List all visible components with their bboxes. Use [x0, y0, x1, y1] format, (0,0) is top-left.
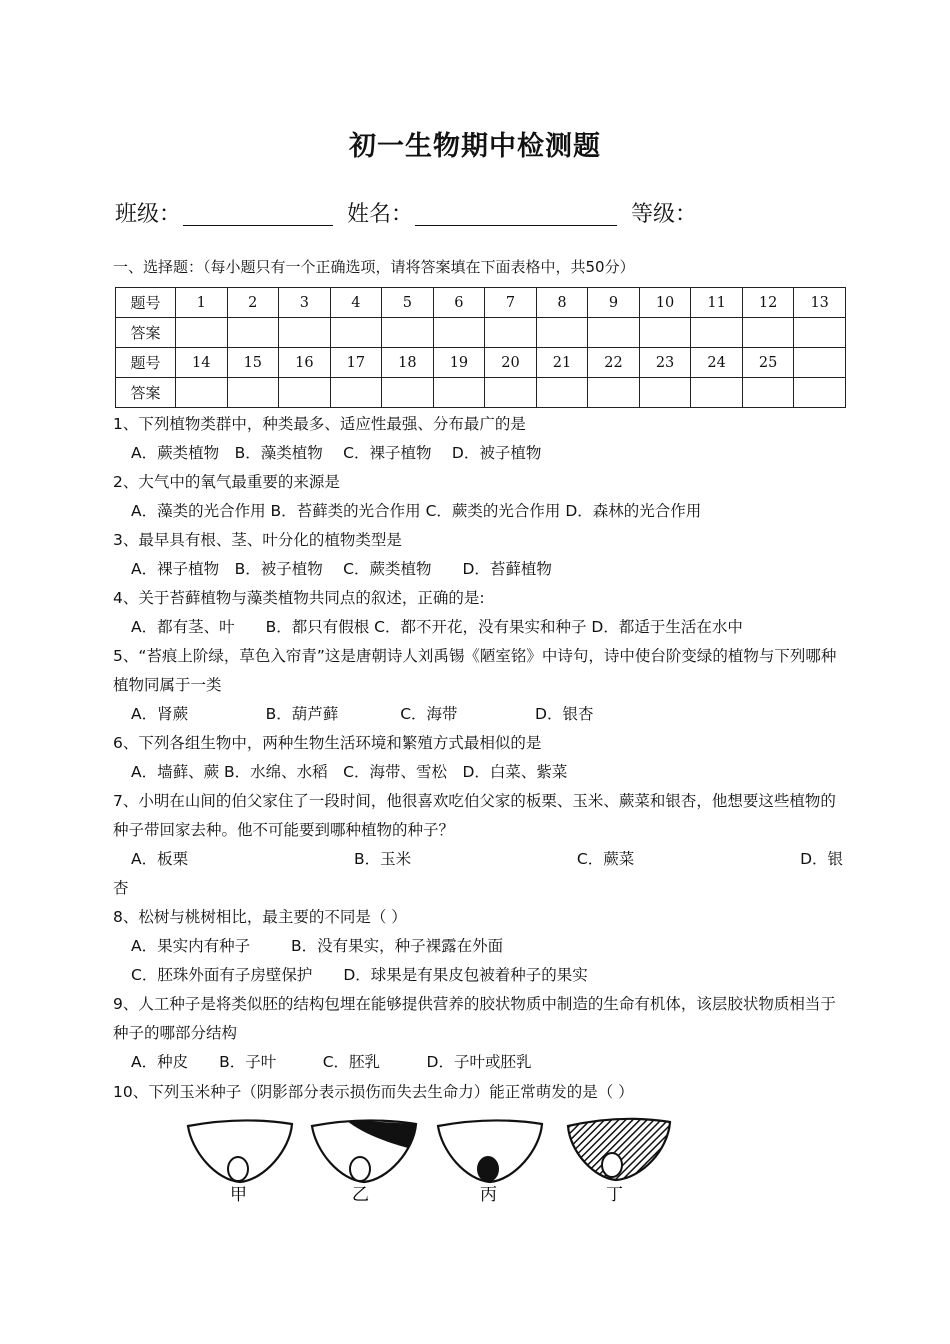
table-row-answers-2: [116, 378, 846, 408]
table-row-numbers-2: [116, 348, 846, 378]
table-cell: 24: [691, 348, 743, 378]
question-7-option-d-cont: 杏: [113, 879, 129, 897]
question-4: 4、关于苔藓植物与藻类植物共同点的叙述，正确的是:: [113, 589, 485, 607]
table-cell: 21: [536, 348, 588, 378]
seed-label-yi: 乙: [352, 1185, 369, 1204]
question-6-options: A．墙藓、蕨 B．水绵、水稻 C．海带、雪松 D．白菜、紫菜: [131, 763, 568, 781]
q7-option-c: C．蕨菜: [576, 850, 635, 868]
table-cell: 11: [691, 288, 743, 318]
answer-cell[interactable]: [433, 378, 485, 408]
question-8: 8、松树与桃树相比，最主要的不同是（ ）: [113, 908, 407, 926]
table-cell: 4: [330, 288, 382, 318]
table-cell: 7: [485, 288, 537, 318]
number-header: 题号: [116, 348, 176, 378]
student-info-row: [115, 197, 697, 228]
seed-bing: [438, 1120, 542, 1204]
table-cell: 10: [639, 288, 691, 318]
table-cell: [794, 348, 846, 378]
answer-cell[interactable]: [279, 318, 331, 348]
question-6: 6、下列各组生物中，两种生物生活环境和繁殖方式最相似的是: [113, 734, 542, 752]
table-cell: 14: [176, 348, 228, 378]
table-cell: 6: [433, 288, 485, 318]
question-8-options-1: A．果实内有种子 B．没有果实，种子裸露在外面: [131, 937, 504, 955]
question-8-options-2: C．胚珠外面有子房壁保护 D．球果是有果皮包被着种子的果实: [131, 966, 588, 984]
answer-cell[interactable]: [485, 378, 537, 408]
answer-cell[interactable]: [382, 318, 434, 348]
seed-ding: [568, 1119, 670, 1204]
seed-label-ding: 丁: [606, 1185, 623, 1204]
section-heading: 一、选择题：（每小题只有一个正确选项，请将答案填在下面表格中，共50分）: [113, 258, 635, 276]
answer-cell[interactable]: [639, 378, 691, 408]
question-9: 9、人工种子是将类似胚的结构包埋在能够提供营养的胶状物质中制造的生命有机体，该层胶状物质相当于种子的哪部分结构: [113, 995, 836, 1042]
page-title: 初一生物期中检测题: [349, 131, 601, 162]
question-7: 7、小明在山间的伯父家住了一段时间，他很喜欢吃伯父家的板栗、玉米、蕨菜和银杏，他想要这些植物的种子带回家去种。他不可能要到哪种植物的种子？: [113, 792, 836, 839]
answer-cell[interactable]: [691, 378, 743, 408]
answer-cell[interactable]: [794, 378, 846, 408]
question-10: 10、下列玉米种子（阴影部分表示损伤而失去生命力）能正常萌发的是（ ）: [113, 1083, 634, 1101]
answer-cell[interactable]: [279, 378, 331, 408]
table-cell: 18: [382, 348, 434, 378]
table-cell: 9: [588, 288, 640, 318]
table-cell: 2: [227, 288, 279, 318]
q7-option-a: A．板栗: [131, 850, 189, 868]
answer-table: [115, 287, 846, 408]
question-9-options: A．种皮 B．子叶 C．胚乳 D．子叶或胚乳: [131, 1053, 532, 1071]
answer-cell[interactable]: [433, 318, 485, 348]
answer-cell[interactable]: [176, 318, 228, 348]
table-cell: 16: [279, 348, 331, 378]
table-cell: 5: [382, 288, 434, 318]
table-cell: 15: [227, 348, 279, 378]
answer-cell[interactable]: [742, 318, 794, 348]
table-row-answers-1: [116, 318, 846, 348]
answer-header: 答案: [116, 378, 176, 408]
question-2: 2、大气中的氧气最重要的来源是: [113, 473, 340, 491]
question-3-options: A．裸子植物 B．被子植物 C．蕨类植物 D．苔藓植物: [131, 560, 552, 578]
seed-yi: [312, 1120, 416, 1204]
table-row-numbers-1: [116, 288, 846, 318]
answer-cell[interactable]: [536, 318, 588, 348]
seed-label-bing: 丙: [480, 1185, 497, 1204]
answer-cell[interactable]: [536, 378, 588, 408]
answer-cell[interactable]: [794, 318, 846, 348]
question-3: 3、最早具有根、茎、叶分化的植物类型是: [113, 531, 402, 549]
answer-cell[interactable]: [485, 318, 537, 348]
answer-cell[interactable]: [330, 318, 382, 348]
table-cell: 8: [536, 288, 588, 318]
table-cell: 25: [742, 348, 794, 378]
answer-cell[interactable]: [382, 378, 434, 408]
question-2-options: A．藻类的光合作用 B．苔藓类的光合作用 C．蕨类的光合作用 D．森林的光合作用: [131, 502, 702, 520]
answer-cell[interactable]: [227, 318, 279, 348]
class-blank[interactable]: [183, 201, 333, 226]
table-cell: 1: [176, 288, 228, 318]
answer-cell[interactable]: [588, 318, 640, 348]
answer-cell[interactable]: [588, 378, 640, 408]
table-cell: 3: [279, 288, 331, 318]
corn-seed-diagram: [180, 1112, 680, 1204]
question-5-options: A．肾蕨 B．葫芦藓 C．海带 D．银杏: [131, 705, 594, 723]
table-cell: 19: [433, 348, 485, 378]
question-1-options: A．蕨类植物 B．藻类植物 C．裸子植物 D．被子植物: [131, 444, 542, 462]
table-cell: 17: [330, 348, 382, 378]
seed-label-jia: 甲: [230, 1185, 247, 1204]
grade-label: 等级：: [631, 202, 698, 227]
table-cell: 12: [742, 288, 794, 318]
answer-cell[interactable]: [176, 378, 228, 408]
answer-cell[interactable]: [639, 318, 691, 348]
class-label: 班级：: [115, 202, 182, 227]
answer-cell[interactable]: [330, 378, 382, 408]
table-cell: 22: [588, 348, 640, 378]
question-1: 1、下列植物类群中，种类最多、适应性最强、分布最广的是: [113, 415, 526, 433]
name-label: 姓名：: [347, 202, 414, 227]
answer-cell[interactable]: [691, 318, 743, 348]
q7-option-b: B．玉米: [353, 850, 412, 868]
q7-option-d: D．银: [800, 850, 843, 868]
question-5: 5、“苔痕上阶绿，草色入帘青”这是唐朝诗人刘禹锡《陋室铭》中诗句，诗中使台阶变绿的植物与下列哪种植物同属于一类: [113, 647, 837, 694]
answer-header: 答案: [116, 318, 176, 348]
seed-jia: [188, 1120, 292, 1204]
question-7-options: [131, 845, 843, 874]
answer-cell[interactable]: [742, 378, 794, 408]
question-4-options: A．都有茎、叶 B．都只有假根 C．都不开花，没有果实和种子 D．都适于生活在水中: [131, 618, 743, 636]
answer-cell[interactable]: [227, 378, 279, 408]
name-blank[interactable]: [415, 201, 617, 226]
table-cell: 23: [639, 348, 691, 378]
table-cell: 13: [794, 288, 846, 318]
table-cell: 20: [485, 348, 537, 378]
number-header: 题号: [116, 288, 176, 318]
